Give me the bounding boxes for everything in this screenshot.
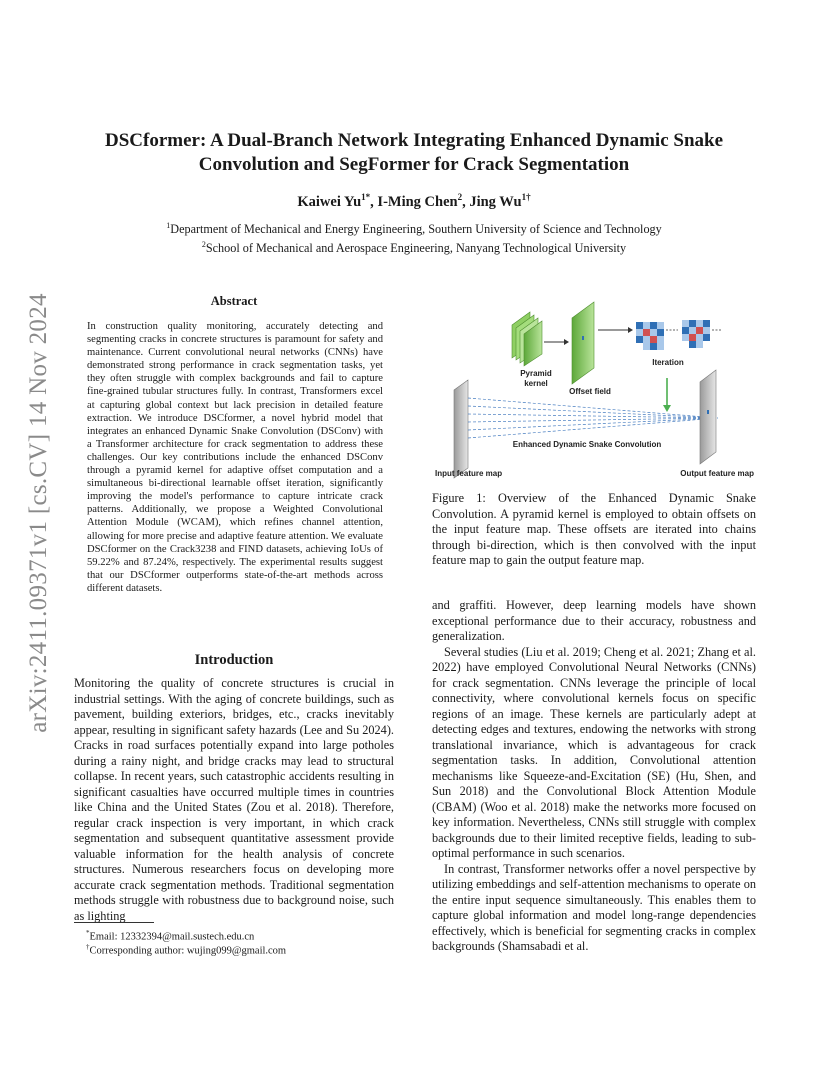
author-affiliation-mark: 1* — [361, 192, 371, 202]
abstract-text: In construction quality monitoring, accurately detecting and segmenting cracks in concrete structures is paramount for safety and maintenance. Current convolutional neural networks (CNNs) have demonstrated strong performance in crack segmentation tasks, yet they often struggle with complex backgrounds and fail to capture fine-grained tubular structures fully. In contrast, Transformers excel at capturing global context but lack precision in detailed feature extraction. We introduce DSCformer, a novel hybrid model that integrates an enhanced Dynamic Snake Convolution (DSConv) with a Transformer architecture for crack segmentation to address these challenges. Our key contributions include the enhanced DSConv through a pyramid kernel for adaptive offset computation and a simultaneous bi-directional learnable offset iteration, significantly improving the model's performance to capture intricate crack patterns. Additionally, we propose a Weighted Convolutional Attention Module (WCAM), which refines channel attention, allowing for more precise and adaptive feature attention. We evaluate DSCformer on the Crack3238 and FIND datasets, achieving IoUs of 59.22% and 87.24%, respectively. The experimental results suggest that our DSCformer outperforms state-of-the-art methods across different datasets. — [87, 321, 383, 594]
author-affiliation-mark: 1† — [521, 192, 531, 202]
footnote-rule — [74, 922, 154, 923]
arxiv-identifier: arXiv:2411.09371v1 [cs.CV] 14 Nov 2024 — [25, 293, 52, 733]
label-pyramid: Pyramid — [520, 369, 552, 378]
paper-title — [60, 129, 768, 177]
iteration-grid-left — [636, 322, 678, 350]
author-list — [60, 192, 768, 211]
title-line-2: Convolution and SegFormer for Crack Segmentation — [198, 154, 630, 175]
paragraph-transformers: In contrast, Transformer networks offer a novel perspective by utilizing embeddings and self-attention mechanisms to operate on the entire input sequence simultaneously. This enables them to capture global information and model long-range dependencies effectively, which is beneficial for segmenting cracks in complex backgrounds (Shamsabadi et al. — [432, 861, 756, 953]
introduction-text: Monitoring the quality of concrete structures is crucial in industrial settings. With the aging of concrete buildings, such as pavement, building exteriors, bridges, etc., cracks inevitably appear, resulting in significant safety hazards (Lee and Su 2024). Cracks in road surfaces potentially expand into large potholes during a rainy night, and bridge cracks may lead to structural collapse. In recent years, such catastrophic accidents resulting in significant casualties have occurred multiple times in countries like China and the United States (Zou et al. 2018). Therefore, regular crack inspection is very important, in which crack segmentation and subsequent quantitative assessment provide valuable information for the health analysis of concrete structures. Numerous researchers focus on developing more accurate crack segmentation methods. Traditional segmentation methods struggle with robustness due to background noise, such as lighting — [74, 676, 394, 923]
label-input-feature-map: Input feature map — [435, 469, 503, 478]
footnote-mark: † — [86, 943, 90, 951]
figure-1-caption: Figure 1: Overview of the Enhanced Dynamic Snake Convolution. A pyramid kernel is employed to obtain offsets on the input feature map. These offsets are iterated into chains through bi-direction, which is then convolved with the input feature map to gain the output feature map. — [432, 491, 756, 567]
affiliation-text: Department of Mechanical and Energy Engineering, Southern University of Science and Technology — [170, 222, 662, 237]
affiliation-text: School of Mechanical and Aerospace Engineering, Nanyang Technological University — [205, 241, 627, 256]
author-name: , I-Ming Chen — [370, 193, 458, 210]
footnote-mark: * — [86, 929, 90, 937]
label-offset-field: Offset field — [569, 387, 611, 396]
output-feature-map — [700, 370, 716, 464]
affiliation-mark: 2 — [201, 240, 206, 250]
affiliation-2 — [60, 237, 768, 256]
footnote-corresponding — [86, 940, 286, 959]
author-affiliation-mark: 2 — [457, 192, 463, 202]
affiliations — [60, 218, 768, 256]
input-feature-map — [454, 380, 468, 478]
arrow-to-output — [663, 378, 671, 412]
title-line-1: DSCformer: A Dual-Branch Network Integrating Enhanced Dynamic Snake — [104, 130, 724, 151]
figure-1 — [432, 290, 756, 485]
label-iteration: Iteration — [652, 358, 684, 367]
abstract-heading: Abstract — [210, 294, 258, 308]
label-output-feature-map: Output feature map — [680, 469, 754, 478]
paragraph-continuation: and graffiti. However, deep learning models have shown exceptional performance due to their accuracy, robustness and generalization. — [432, 598, 756, 643]
arrow-to-iteration — [598, 327, 633, 333]
author-name: , Jing Wu — [462, 193, 522, 210]
figure-1-diagram — [432, 290, 756, 485]
right-column-text — [432, 598, 756, 955]
footnote-text: Email: 12332394@mail.sustech.edu.cn — [89, 931, 255, 943]
arrow-to-offset-field — [544, 339, 569, 345]
affiliation-mark: 1 — [166, 221, 171, 230]
label-kernel: kernel — [524, 379, 548, 388]
introduction-heading: Introduction — [194, 652, 274, 668]
offset-field — [572, 302, 594, 384]
label-enhanced-dsc: Enhanced Dynamic Snake Convolution — [512, 440, 662, 449]
affiliation-1 — [60, 218, 768, 237]
iteration-grid-right — [682, 320, 722, 348]
paragraph-cnn-studies: Several studies (Liu et al. 2019; Cheng et al. 2021; Zhang et al. 2022) have employed Convolutional Neural Networks (CNNs) for crack segmentation. CNNs leverage the principle of local connectivity, where convolutional kernels focus on specific regions of an image. These kernels are particularly adept at detecting edges and textures, endowing the networks with strong translational invariance, which is advantageous for crack segmentation tasks. In addition, Convolutional attention mechanisms like Squeeze-and-Excitation (SE) (Hu, Shen, and Sun 2018) and the Convolutional Block Attention Module (CBAM) (Woo et al. 2018) make the networks more focused on key information. Nevertheless, CNNs still struggle with complex backgrounds due to their limited receptive fields, leading to sub-optimal performance in such scenarios. — [432, 644, 756, 860]
footnote-text: Corresponding author: wujing099@gmail.com — [89, 945, 287, 957]
author-name: Kaiwei Yu — [297, 193, 362, 210]
arxiv-sidebar — [24, 283, 54, 743]
sampling-lines — [468, 398, 718, 438]
pyramid-kernel — [512, 312, 542, 366]
